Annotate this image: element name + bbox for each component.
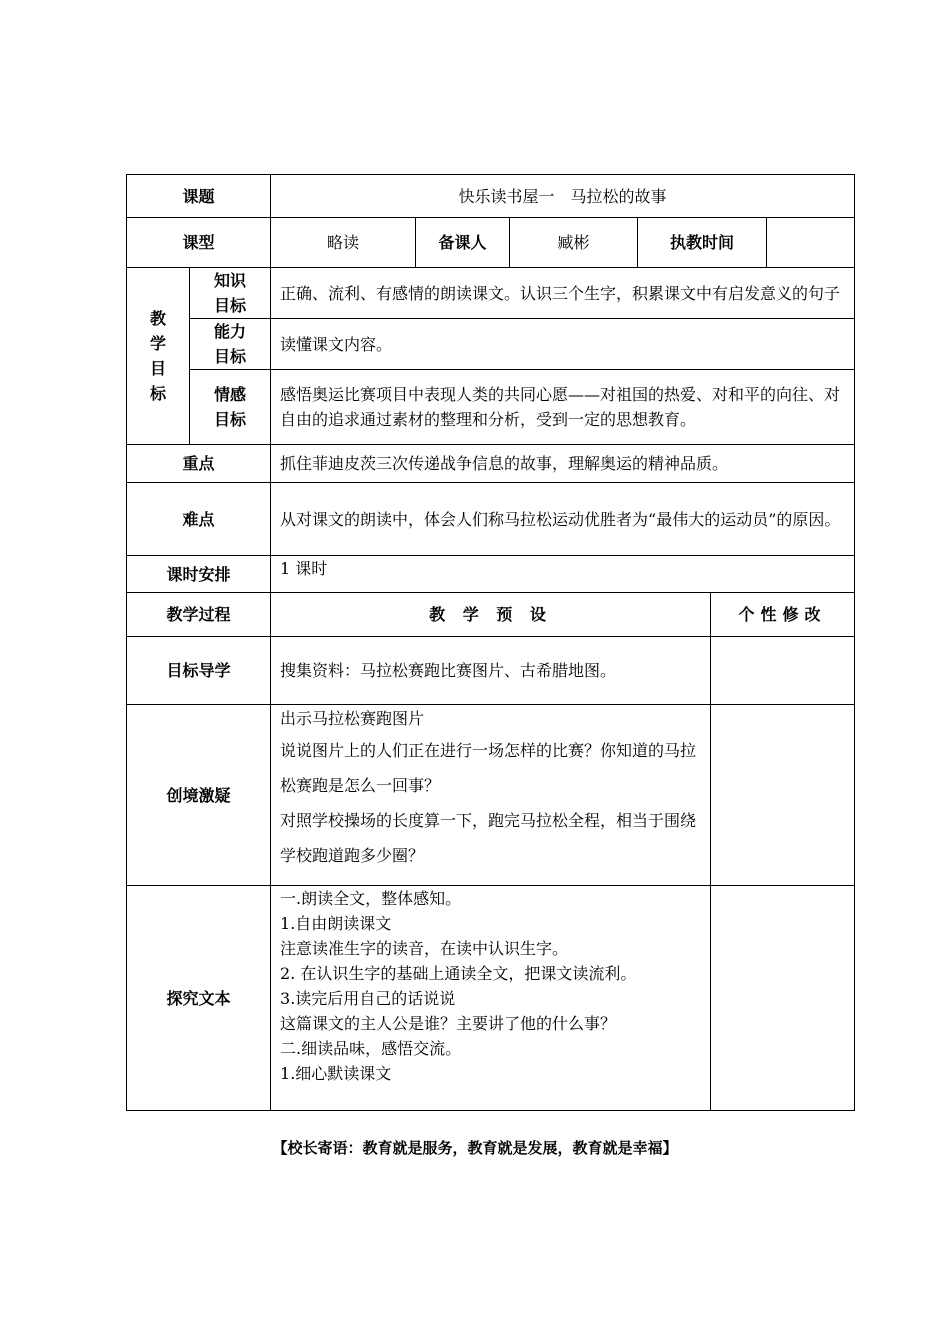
title-label: 课题 — [127, 175, 271, 218]
process-header-row — [127, 593, 855, 637]
lesson-title: 快乐读书屋一 马拉松的故事 — [271, 175, 855, 218]
emotion-text: 感悟奥运比赛项目中表现人类的共同心愿——对祖国的热爱、对和平的向往、对自由的追求通过素材的整理和分析，受到一定的思想教育。 — [271, 370, 855, 445]
scenario-row — [127, 705, 855, 886]
explore-line: 这篇课文的主人公是谁？主要讲了他的什么事？ — [280, 1014, 617, 1033]
scenario-modify-cell — [711, 705, 855, 886]
preparer-value: 臧彬 — [510, 218, 638, 268]
scenario-label: 创境激疑 — [127, 705, 271, 886]
scenario-line: 出示马拉松赛跑图片 — [280, 709, 425, 728]
scenario-content — [271, 705, 711, 886]
knowledge-row — [127, 268, 855, 319]
explore-row — [127, 886, 855, 1111]
explore-modify-cell — [711, 886, 855, 1111]
explore-content — [271, 886, 711, 1111]
schedule-text: 1 课时 — [271, 556, 855, 593]
scenario-line: 对照学校操场的长度算一下，跑完马拉松全程，相当于围绕学校跑道跑多少圈？ — [280, 811, 697, 865]
explore-line: 1.自由朗读课文 — [280, 914, 392, 933]
lesson-plan-table — [126, 174, 855, 1111]
difficulty-row — [127, 483, 855, 556]
title-row — [127, 175, 855, 218]
principal-message: 【校长寄语：教育就是服务，教育就是发展，教育就是幸福】 — [272, 1139, 678, 1157]
key-point-row — [127, 445, 855, 483]
ability-row — [127, 319, 855, 370]
ability-label: 能力 目标 — [190, 319, 271, 370]
schedule-label: 课时安排 — [127, 556, 271, 593]
schedule-row — [127, 556, 855, 593]
teach-time-label: 执教时间 — [638, 218, 767, 268]
type-value: 略读 — [271, 218, 416, 268]
teach-time-value — [767, 218, 855, 268]
explore-line: 二.细读品味，感悟交流。 — [280, 1039, 462, 1058]
guide-modify-cell — [711, 637, 855, 705]
process-label: 教学过程 — [127, 593, 271, 637]
objectives-label: 教 学 目 标 — [127, 268, 190, 445]
difficulty-label: 难点 — [127, 483, 271, 556]
scenario-line: 说说图片上的人们正在进行一场怎样的比赛？你知道的马拉松赛跑是怎么一回事？ — [280, 741, 697, 795]
type-label: 课型 — [127, 218, 271, 268]
explore-line: 注意读准生字的读音，在读中认识生字。 — [280, 939, 569, 958]
emotion-row — [127, 370, 855, 445]
explore-line: 一.朗读全文，整体感知。 — [280, 889, 462, 908]
guide-label: 目标导学 — [127, 637, 271, 705]
key-point-text: 抓住菲迪皮茨三次传递战争信息的故事，理解奥运的精神品质。 — [271, 445, 855, 483]
guide-row — [127, 637, 855, 705]
guide-text: 搜集资料：马拉松赛跑比赛图片、古希腊地图。 — [271, 637, 711, 705]
knowledge-label: 知识 目标 — [190, 268, 271, 319]
ability-text: 读懂课文内容。 — [271, 319, 855, 370]
explore-line: 3.读完后用自己的话说说 — [280, 989, 456, 1008]
difficulty-text: 从对课文的朗读中，体会人们称马拉松运动优胜者为“最伟大的运动员”的原因。 — [271, 483, 855, 556]
modify-header: 个性修改 — [711, 593, 855, 637]
explore-line: 1.细心默读课文 — [280, 1064, 392, 1083]
emotion-label: 情感 目标 — [190, 370, 271, 445]
explore-line: 2. 在认识生字的基础上通读全文，把课文读流利。 — [280, 964, 637, 983]
explore-label: 探究文本 — [127, 886, 271, 1111]
knowledge-text: 正确、流利、有感情的朗读课文。认识三个生字，积累课文中有启发意义的句子 — [271, 268, 855, 319]
key-point-label: 重点 — [127, 445, 271, 483]
type-row — [127, 218, 855, 268]
preparer-label: 备课人 — [416, 218, 510, 268]
design-header: 教 学 预 设 — [271, 593, 711, 637]
